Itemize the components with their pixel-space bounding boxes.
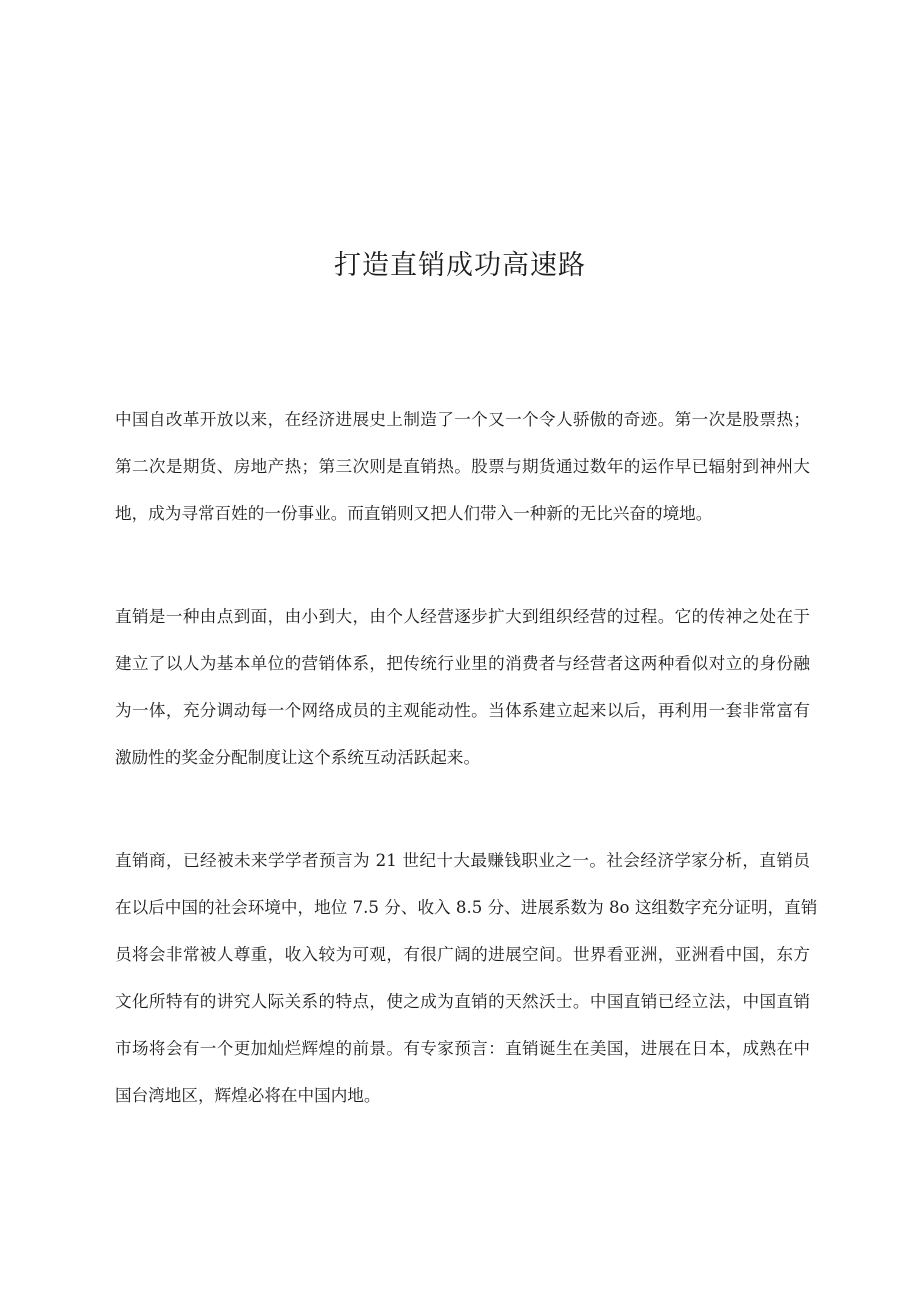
paragraph-line: 员将会非常被人尊重，收入较为可观，有很广阔的进展空间。世界看亚洲，亚洲看中国，东方: [115, 945, 810, 964]
paragraph-line: 市场将会有一个更加灿烂辉煌的前景。有专家预言：直销诞生在美国，进展在日本，成熟在中: [115, 1039, 810, 1058]
paragraph-line: 第二次是期货、房地产热；第三次则是直销热。股票与期货通过数年的运作早已辐射到神州大: [115, 457, 810, 476]
paragraph-line: 为一体，充分调动每一个网络成员的主观能动性。当体系建立起来以后，再利用一套非常富有: [115, 701, 810, 720]
paragraph-line: 直销商，已经被未来学学者预言为 21 世纪十大最赚钱职业之一。社会经济学家分析，直销员: [115, 851, 810, 870]
paragraph-line: 文化所特有的讲究人际关系的特点，使之成为直销的天然沃士。中国直销已经立法，中国直销: [115, 992, 810, 1011]
paragraph-3: [115, 837, 818, 1119]
paragraph-line: 中国自改革开放以来，在经济进展史上制造了一个又一个令人骄傲的奇迹。第一次是股票热；: [115, 410, 810, 429]
paragraph-line: 国台湾地区，辉煌必将在中国内地。: [115, 1086, 381, 1105]
paragraph-2: [115, 593, 810, 781]
paragraph-line: 在以后中国的社会环境中，地位 7.5 分、收入 8.5 分、进展系数为 8o 这组数字充分证明，直销: [115, 898, 818, 917]
paragraph-line: 直销是一种由点到面，由小到大，由个人经营逐步扩大到组织经营的过程。它的传神之处在于: [115, 607, 810, 626]
paragraph-line: 建立了以人为基本单位的营销体系，把传统行业里的消费者与经营者这两种看似对立的身份融: [115, 654, 810, 673]
paragraph-1: [115, 396, 810, 537]
document-title: 打造直销成功高速路: [334, 250, 586, 281]
paragraph-line: 地，成为寻常百姓的一份事业。而直销则又把人们带入一种新的无比兴奋的境地。: [115, 504, 713, 523]
paragraph-line: 激励性的奖金分配制度让这个系统互动活跃起来。: [115, 748, 481, 767]
